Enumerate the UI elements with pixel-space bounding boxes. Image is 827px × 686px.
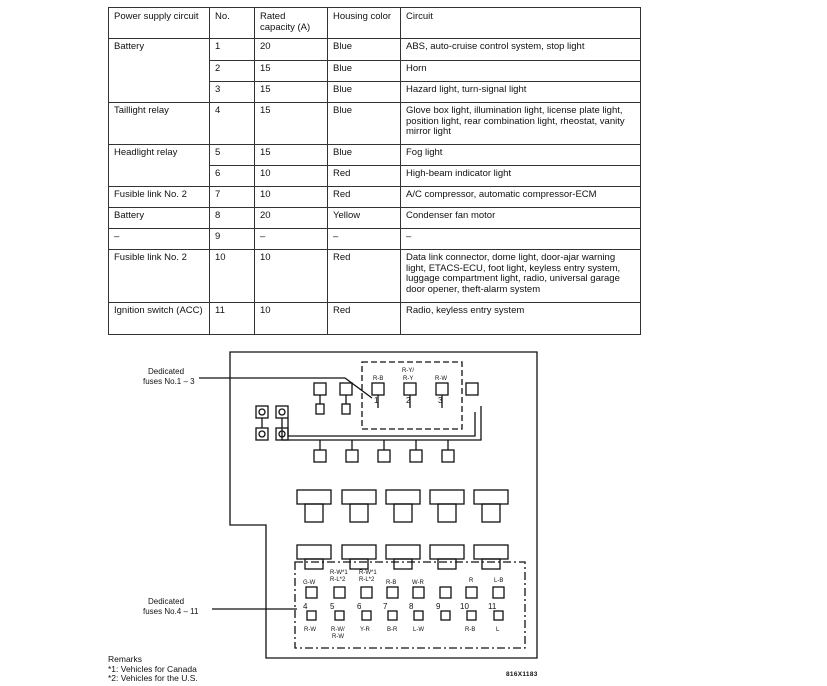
cell-circuit: Condenser fan motor — [401, 208, 641, 229]
callout-bottom-line1: Dedicated — [148, 597, 185, 606]
cell-capacity: 15 — [255, 82, 328, 103]
cell-color: Red — [328, 187, 401, 208]
wire-label-r-w: R-W — [435, 376, 447, 382]
callout-top-line2: fuses No.1 – 3 — [143, 377, 195, 386]
header-rated-capacity: Rated capacity (A) — [255, 8, 328, 39]
cell-circuit: Data link connector, dome light, door-ajar warning light, ETACS-ECU, foot light, keyless entry system, luggage compartment light, radio, universal garage door opener, theft-alarm system — [401, 250, 641, 303]
cell-no: 10 — [210, 250, 255, 303]
remarks — [108, 655, 198, 684]
cell-capacity: 10 — [255, 187, 328, 208]
remarks-note-1: *1: Vehicles for Canada — [108, 663, 197, 674]
cell-circuit: High-beam indicator light — [401, 166, 641, 187]
wire-label-r-w1-a: R-W*1 — [330, 570, 348, 576]
cell-color: Blue — [328, 145, 401, 166]
cell-circuit: Radio, keyless entry system — [401, 303, 641, 335]
cell-color: Blue — [328, 61, 401, 82]
cell-color: Red — [328, 303, 401, 335]
cell-capacity: 15 — [255, 61, 328, 82]
bus-bar — [282, 406, 481, 440]
top-fuse-row — [314, 383, 478, 414]
fuse-box-outline — [230, 352, 537, 658]
fuse-number-6: 6 — [357, 602, 362, 611]
header-power-supply: Power supply circuit — [109, 8, 210, 39]
header-circuit: Circuit — [401, 8, 641, 39]
cell-circuit: Horn — [401, 61, 641, 82]
wire-label-r-b-low: R-B — [386, 580, 397, 586]
wire-label-bottom-y-r: Y-R — [360, 627, 370, 633]
cell-supply: Fusible link No. 2 — [109, 250, 210, 303]
wire-label-r: R — [469, 578, 474, 584]
wire-label-r-y-slash: R-Y/ — [402, 368, 414, 374]
cell-supply: Fusible link No. 2 — [109, 187, 210, 208]
fuse-number-7: 7 — [383, 602, 388, 611]
cell-no: 11 — [210, 303, 255, 335]
cell-capacity: 15 — [255, 145, 328, 166]
cell-circuit: A/C compressor, automatic compressor-ECM — [401, 187, 641, 208]
fuse-number-4: 4 — [303, 602, 308, 611]
wire-label-r-l2-b: R-L*2 — [359, 577, 375, 583]
wire-label-bottom-r-w-slash: R-W/ — [331, 627, 345, 633]
cell-capacity: – — [255, 229, 328, 250]
callout-bottom-line2: fuses No.4 – 11 — [143, 607, 199, 616]
fuse-number-1: 1 — [374, 396, 379, 405]
cell-no: 5 — [210, 145, 255, 166]
remarks-title: Remarks — [108, 654, 143, 664]
wire-label-l-b: L-B — [494, 578, 504, 584]
cell-capacity: 15 — [255, 103, 328, 145]
cell-supply: – — [109, 229, 210, 250]
wire-label-r-l2-a: R-L*2 — [330, 577, 346, 583]
cell-no: 6 — [210, 166, 255, 187]
cell-circuit: Glove box light, illumination light, license plate light, position light, rear combination light, rheostat, vanity mirror light — [401, 103, 641, 145]
wire-label-r-w1-b: R-W*1 — [359, 570, 377, 576]
cell-no: 3 — [210, 82, 255, 103]
cell-no: 1 — [210, 39, 255, 61]
fuse-number-2: 2 — [406, 396, 411, 405]
wire-label-bottom-b-r: B-R — [387, 627, 398, 633]
cell-no: 2 — [210, 61, 255, 82]
cell-supply: Battery — [109, 208, 210, 229]
cell-supply: Battery — [109, 39, 210, 61]
wire-label-bottom-l-w: L-W — [413, 627, 424, 633]
cell-capacity: 10 — [255, 250, 328, 303]
wire-label-bottom-r-w: R-W — [304, 627, 316, 633]
cell-color: Red — [328, 166, 401, 187]
wire-label-g-w: G-W — [303, 580, 316, 586]
fuse-number-8: 8 — [409, 602, 414, 611]
cell-color: Blue — [328, 39, 401, 61]
cell-no: 9 — [210, 229, 255, 250]
figure-code: 816X1183 — [506, 671, 538, 678]
cell-color: Blue — [328, 82, 401, 103]
bus-fuse-row — [314, 440, 454, 462]
cell-circuit: Hazard light, turn-signal light — [401, 82, 641, 103]
cell-capacity: 10 — [255, 303, 328, 335]
wire-label-bottom-r-w-2: R-W — [332, 634, 344, 640]
cell-no: 4 — [210, 103, 255, 145]
fuse-number-11: 11 — [488, 602, 497, 611]
fuse-number-9: 9 — [436, 602, 441, 611]
cell-color: Red — [328, 250, 401, 303]
wire-label-w-r: W-R — [412, 580, 424, 586]
relay-row-upper — [297, 490, 508, 522]
relay-row-lower — [297, 545, 508, 569]
remarks-note-2: *2: Vehicles for the U.S. — [108, 673, 198, 683]
fuse-number-5: 5 — [330, 602, 335, 611]
cell-circuit: Fog light — [401, 145, 641, 166]
cell-color: Yellow — [328, 208, 401, 229]
wire-label-r-b: R-B — [373, 376, 384, 382]
header-housing-color: Housing color — [328, 8, 401, 39]
cell-capacity: 10 — [255, 166, 328, 187]
fuse-number-10: 10 — [460, 602, 469, 611]
cell-supply: Ignition switch (ACC) — [109, 303, 210, 335]
cell-circuit: ABS, auto-cruise control system, stop light — [401, 39, 641, 61]
cell-color: – — [328, 229, 401, 250]
header-no: No. — [210, 8, 255, 39]
cell-supply: Taillight relay — [109, 103, 210, 145]
cell-capacity: 20 — [255, 208, 328, 229]
cell-no: 7 — [210, 187, 255, 208]
cell-circuit: – — [401, 229, 641, 250]
wire-label-bottom-r-b: R-B — [465, 627, 476, 633]
dedicated-fuse-row — [306, 587, 504, 620]
wire-label-r-y: R-Y — [403, 376, 414, 382]
cell-no: 8 — [210, 208, 255, 229]
fuse-number-3: 3 — [438, 396, 443, 405]
cell-capacity: 20 — [255, 39, 328, 61]
cell-color: Blue — [328, 103, 401, 145]
left-fuse-column — [256, 406, 288, 440]
cell-supply: Headlight relay — [109, 145, 210, 166]
wire-label-bottom-l: L — [496, 627, 500, 633]
callout-top-line1: Dedicated — [148, 367, 185, 376]
